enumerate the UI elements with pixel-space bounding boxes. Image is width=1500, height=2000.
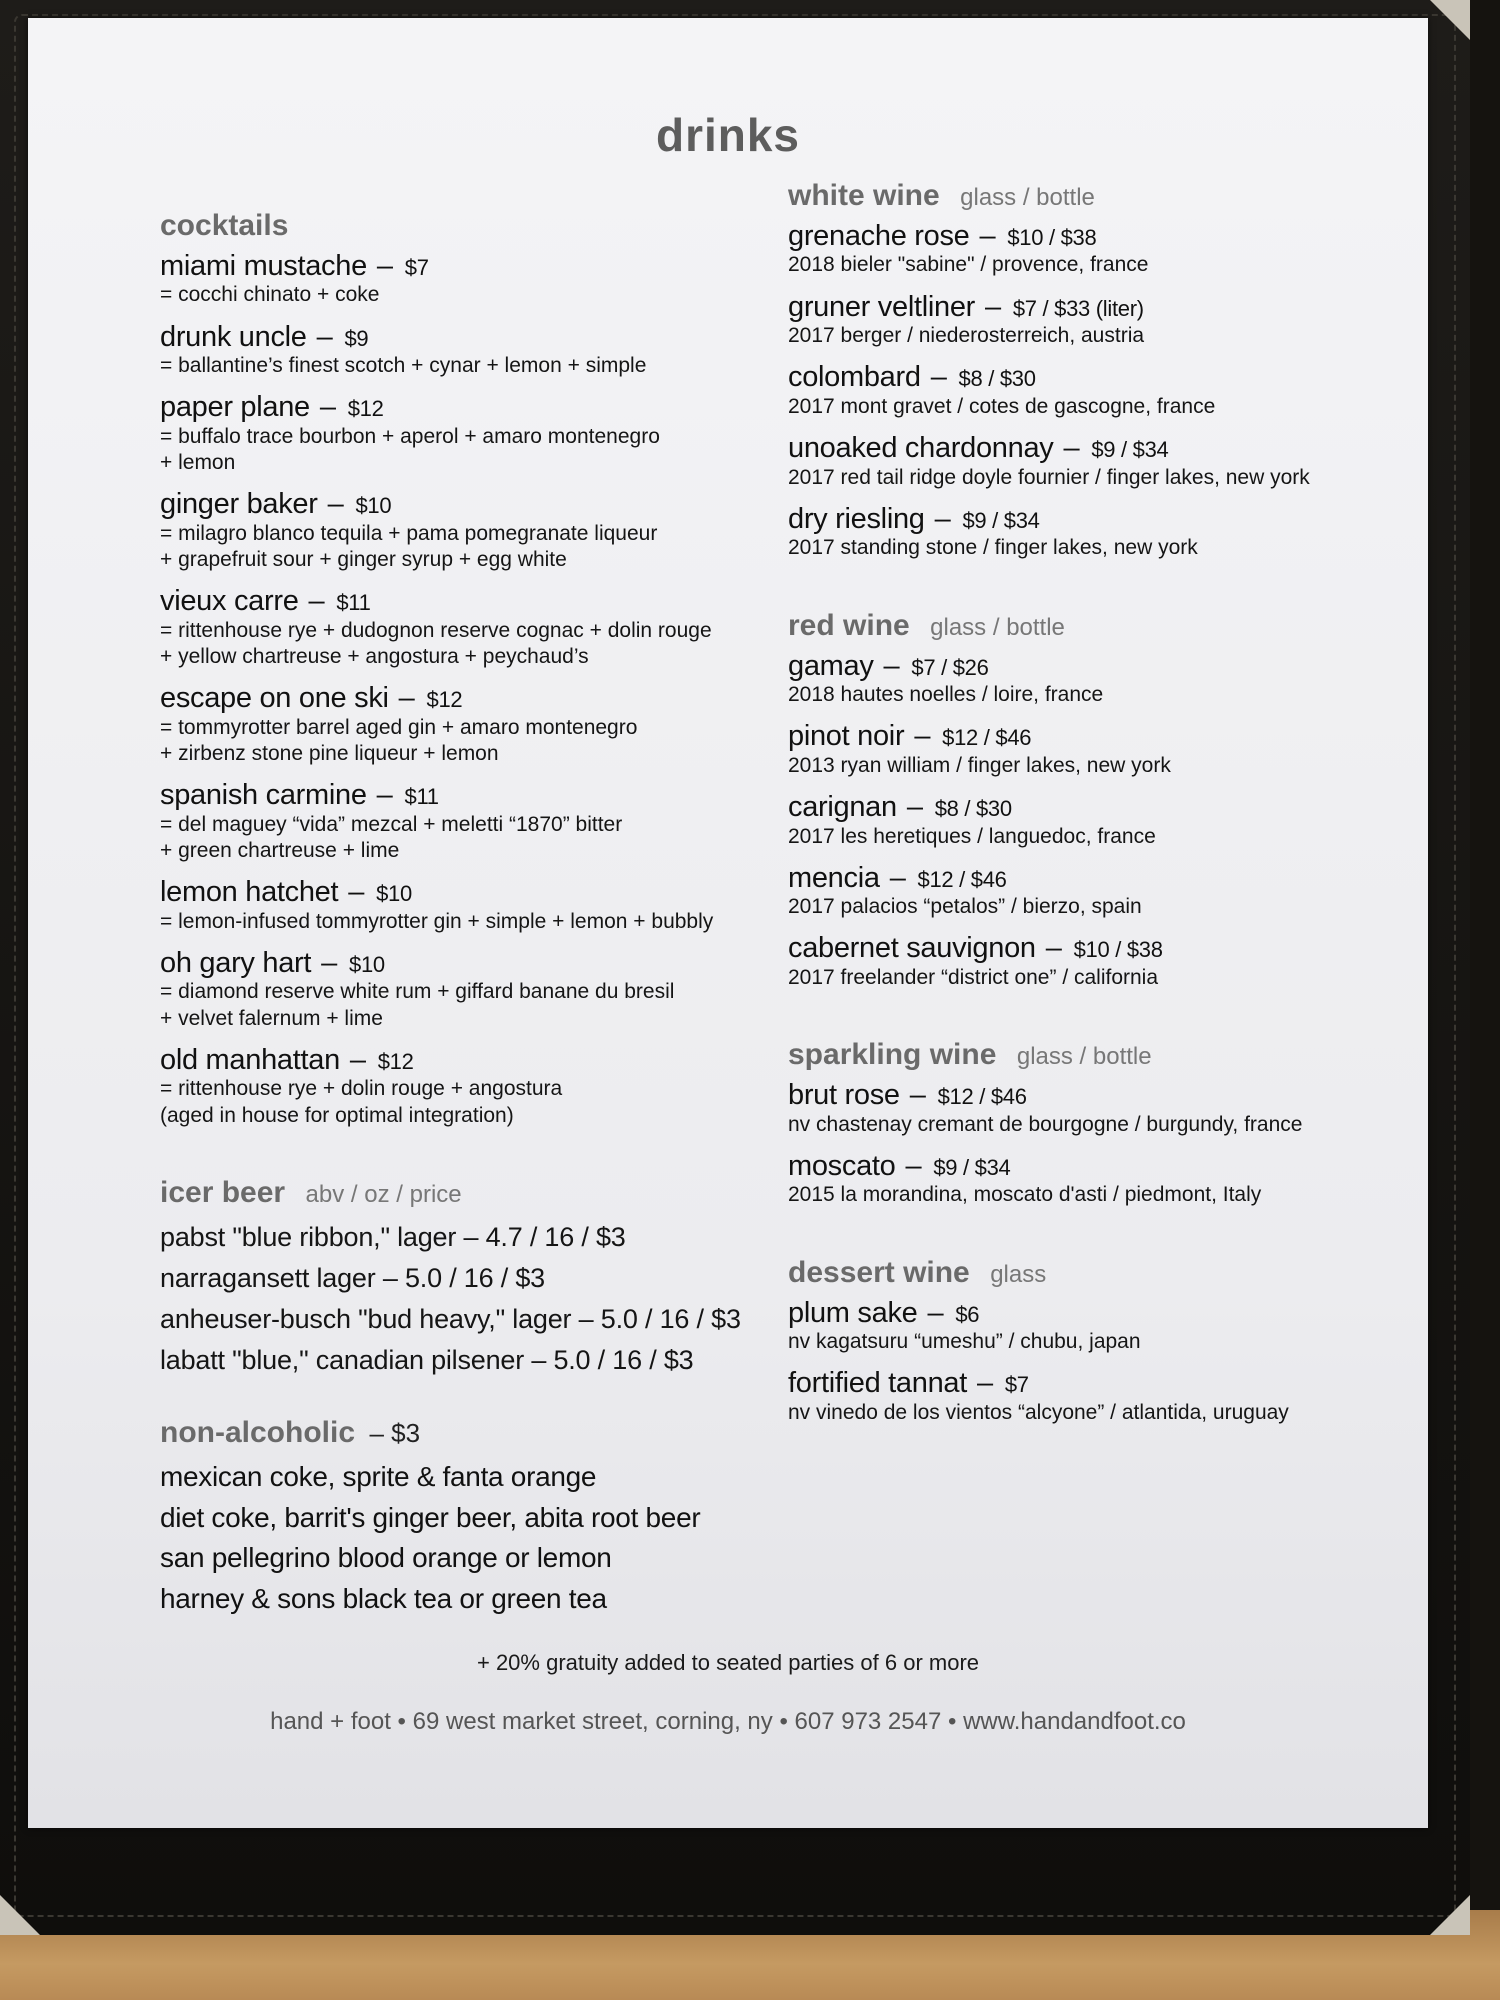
item-description: 2017 palacios “petalos” / bierzo, spain <box>788 895 1142 919</box>
item-name: lemon hatchet <box>160 876 339 909</box>
item-price: $12 / $46 <box>937 1084 1027 1110</box>
item-price: $11 <box>336 590 371 616</box>
item-name: brut rose <box>788 1079 900 1112</box>
item-name: fortified tannat <box>788 1367 967 1400</box>
menu-item-line <box>788 432 1388 464</box>
red-wine-list <box>788 650 1388 992</box>
item-description: = rittenhouse rye + dudognon reserve cognac + dolin rouge <box>160 618 712 642</box>
item-price: $7 / $33 (liter) <box>1012 295 1144 321</box>
item-description: 2017 mont gravet / cotes de gascogne, france <box>788 394 1216 418</box>
item-description: 2018 hautes noelles / loire, france <box>788 683 1104 707</box>
item-price: $8 / $30 <box>958 366 1036 392</box>
item-name: grenache rose <box>788 220 970 252</box>
menu-item-line <box>788 720 1388 752</box>
menu-item-line <box>788 1150 1388 1182</box>
section-title: white wine <box>788 179 940 212</box>
item-name: moscato <box>788 1149 896 1182</box>
menu-item-line <box>160 585 800 617</box>
menu-item-line <box>788 503 1388 535</box>
item-price: $12 / $46 <box>942 725 1032 751</box>
item-name: escape on one ski <box>160 682 389 715</box>
beer-item: narragansett lager – 5.0 / 16 / $3 <box>160 1262 545 1293</box>
item-description: 2017 berger / niederosterreich, austria <box>788 324 1145 348</box>
section-note: abv / oz / price <box>305 1180 462 1208</box>
menu-item-line <box>160 1044 800 1076</box>
menu-item-line <box>788 1079 1388 1111</box>
item-name: oh gary hart <box>160 947 312 979</box>
item-description: + lemon <box>160 451 236 475</box>
item-price: $10 <box>355 493 392 519</box>
item-separator: – <box>316 320 333 353</box>
item-separator: – <box>1045 932 1062 965</box>
item-description: = diamond reserve white rum + giffard banane du bresil <box>160 980 675 1004</box>
menu-item <box>788 1150 1388 1209</box>
non-alcoholic-item: harney & sons black tea or green tea <box>160 1582 607 1614</box>
item-name: dry riesling <box>788 502 925 535</box>
left-column <box>160 208 800 1619</box>
item-separator: – <box>319 391 336 424</box>
beer-item: labatt "blue," canadian pilsener – 5.0 / 16 / $3 <box>160 1345 694 1376</box>
menu-item <box>788 1297 1388 1356</box>
item-name: gamay <box>788 649 874 682</box>
menu-item-line <box>160 250 800 282</box>
item-separator: – <box>930 361 947 394</box>
section-note: glass <box>990 1260 1047 1288</box>
section-price: – $3 <box>369 1418 421 1449</box>
menu-item-line <box>788 291 1388 323</box>
item-description: = cocchi chinato + coke <box>160 283 380 307</box>
item-price: $6 <box>955 1301 980 1327</box>
non-alcoholic-header <box>160 1415 800 1451</box>
sparkling-wine-list <box>788 1079 1388 1208</box>
cocktails-header <box>160 208 800 244</box>
item-separator: – <box>934 502 951 535</box>
item-price: $12 <box>377 1048 414 1074</box>
item-separator: – <box>1063 432 1080 465</box>
item-price: $12 <box>426 687 463 713</box>
menu-item <box>160 947 800 1032</box>
item-separator: – <box>906 791 923 824</box>
non-alcoholic-list <box>160 1457 800 1619</box>
beer-list <box>160 1217 800 1381</box>
item-price: $8 / $30 <box>934 796 1012 822</box>
item-name: unoaked chardonnay <box>788 432 1054 465</box>
menu-item <box>788 291 1388 350</box>
menu-page <box>28 18 1428 1828</box>
non-alcoholic-item: san pellegrino blood orange or lemon <box>160 1542 612 1574</box>
menu-item-line <box>788 1297 1388 1329</box>
menu-item-line <box>160 779 800 811</box>
item-name: old manhattan <box>160 1043 340 1076</box>
menu-item <box>160 250 800 309</box>
item-separator: – <box>327 488 344 521</box>
item-description: 2017 freelander “district one” / california <box>788 965 1159 989</box>
item-name: ginger baker <box>160 488 318 521</box>
menu-item <box>788 361 1388 420</box>
item-description: = buffalo trace bourbon + aperol + amaro montenegro <box>160 424 660 448</box>
item-description: + zirbenz stone pine liqueur + lemon <box>160 742 499 766</box>
menu-item <box>788 791 1388 850</box>
menu-item-line <box>160 682 800 714</box>
item-price: $9 / $34 <box>933 1154 1011 1180</box>
item-price: $12 <box>347 396 384 422</box>
item-description: 2018 bieler "sabine" / provence, france <box>788 253 1149 277</box>
section-title: sparkling wine <box>788 1038 997 1072</box>
menu-item <box>788 1367 1388 1426</box>
menu-item-line <box>788 361 1388 393</box>
item-separator: – <box>889 861 906 894</box>
sparkling-wine-header <box>788 1037 1388 1073</box>
beer-item: pabst "blue ribbon," lager – 4.7 / 16 / $3 <box>160 1221 626 1252</box>
item-separator: – <box>321 947 338 979</box>
item-price: $7 <box>404 255 429 280</box>
item-separator: – <box>914 720 931 753</box>
menu-item <box>160 585 800 670</box>
gratuity-note: + 20% gratuity added to seated parties of 6 or more <box>476 1650 980 1675</box>
section-note: glass / bottle <box>960 184 1095 211</box>
red-wine-header <box>788 608 1388 644</box>
item-name: gruner veltliner <box>788 290 976 323</box>
item-name: plum sake <box>788 1296 918 1329</box>
menu-item <box>160 488 800 573</box>
menu-title: drinks <box>655 109 801 161</box>
item-price: $9 / $34 <box>1091 437 1169 463</box>
item-description: + grapefruit sour + ginger syrup + egg white <box>160 548 567 572</box>
menu-item <box>788 432 1388 491</box>
menu-item <box>788 650 1388 709</box>
menu-item-line <box>788 791 1388 823</box>
item-description: 2015 la morandina, moscato d'asti / piedmont, Italy <box>788 1183 1262 1207</box>
item-name: carignan <box>788 791 897 824</box>
menu-item <box>788 1079 1388 1138</box>
section-title: red wine <box>788 608 910 642</box>
item-separator: – <box>979 220 996 252</box>
menu-item-line <box>160 488 800 520</box>
menu-item-line <box>160 321 800 353</box>
item-name: miami mustache <box>160 250 367 282</box>
item-description: = ballantine’s finest scotch + cynar + lemon + simple <box>160 354 647 378</box>
item-separator: – <box>348 876 365 909</box>
item-price: $10 / $38 <box>1007 225 1097 250</box>
menu-item-line <box>788 862 1388 894</box>
beer-header <box>160 1175 800 1211</box>
non-alcoholic-item: mexican coke, sprite & fanta orange <box>160 1461 597 1493</box>
item-price: $12 / $46 <box>917 866 1007 892</box>
beer-item: anheuser-busch "bud heavy," lager – 5.0 / 16 / $3 <box>160 1304 741 1334</box>
cocktails-list <box>160 250 800 1129</box>
item-price: $7 / $26 <box>911 654 989 680</box>
item-price: $7 <box>1004 1372 1029 1398</box>
item-description: + green chartreuse + lime <box>160 839 400 863</box>
menu-item <box>160 391 800 476</box>
item-price: $9 / $34 <box>962 507 1040 533</box>
item-separator: – <box>927 1296 944 1329</box>
item-description: = rittenhouse rye + dolin rouge + angostura <box>160 1077 563 1101</box>
menu-item <box>160 321 800 380</box>
item-description: = tommyrotter barrel aged gin + amaro montenegro <box>160 715 638 739</box>
item-separator: – <box>376 779 393 812</box>
menu-item-line <box>160 947 800 979</box>
item-name: cabernet sauvignon <box>788 932 1036 965</box>
item-description: + yellow chartreuse + angostura + peychaud’s <box>160 645 589 669</box>
item-separator: – <box>349 1043 366 1076</box>
item-separator: – <box>398 682 415 715</box>
menu-item-line <box>788 932 1388 964</box>
section-title: non-alcoholic <box>160 1416 355 1450</box>
section-note: glass / bottle <box>930 613 1065 641</box>
item-separator: – <box>985 290 1001 323</box>
menu-item-line <box>788 1367 1388 1399</box>
item-description: = milagro blanco tequila + pama pomegranate liqueur <box>160 521 658 545</box>
item-price: $9 <box>344 325 369 351</box>
menu-item-line <box>160 876 800 908</box>
white-wine-list <box>788 220 1388 562</box>
item-price: $10 <box>349 952 385 977</box>
section-note: glass / bottle <box>1016 1043 1152 1071</box>
item-price: $10 / $38 <box>1073 937 1163 963</box>
menu-item-line <box>788 220 1388 252</box>
item-name: drunk uncle <box>160 320 307 353</box>
item-description: = lemon-infused tommyrotter gin + simple + lemon + bubbly <box>160 909 714 933</box>
non-alcoholic-item: diet coke, barrit's ginger beer, abita root beer <box>160 1501 701 1533</box>
menu-item <box>788 720 1388 779</box>
menu-item <box>160 1044 800 1129</box>
item-description: 2017 red tail ridge doyle fournier / finger lakes, new york <box>788 465 1310 489</box>
item-separator: – <box>905 1149 922 1182</box>
item-price: $11 <box>404 784 439 810</box>
menu-item <box>160 779 800 864</box>
dessert-wine-header <box>788 1255 1388 1291</box>
white-wine-header <box>788 178 1388 214</box>
menu-item <box>788 862 1388 921</box>
section-title: dessert wine <box>788 1255 970 1289</box>
item-name: vieux carre <box>160 585 299 618</box>
item-price: $10 <box>376 881 412 907</box>
item-name: mencia <box>788 861 880 894</box>
menu-item <box>160 876 800 935</box>
item-description: + velvet falernum + lime <box>160 1006 383 1030</box>
section-title: cocktails <box>160 209 289 242</box>
item-description: nv vinedo de los vientos “alcyone” / atlantida, uruguay <box>788 1400 1289 1424</box>
item-name: pinot noir <box>788 720 905 753</box>
menu-item <box>160 682 800 767</box>
right-column <box>788 178 1388 1438</box>
item-name: colombard <box>788 361 921 394</box>
menu-item-line <box>160 391 800 423</box>
item-description: nv chastenay cremant de bourgogne / burgundy, france <box>788 1112 1303 1136</box>
dessert-wine-list <box>788 1297 1388 1426</box>
footer-contact: hand + foot • 69 west market street, corning, ny • 607 973 2547 • www.handandfoot.co <box>270 1708 1186 1735</box>
item-description: 2013 ryan william / finger lakes, new york <box>788 753 1171 777</box>
item-separator: – <box>376 250 393 282</box>
item-separator: – <box>977 1367 993 1400</box>
item-name: paper plane <box>160 391 310 424</box>
item-description: 2017 standing stone / finger lakes, new york <box>788 536 1198 560</box>
item-description: (aged in house for optimal integration) <box>160 1103 514 1127</box>
item-description: = del maguey “vida” mezcal + meletti “1870” bitter <box>160 812 623 836</box>
item-separator: – <box>909 1079 926 1112</box>
item-separator: – <box>883 649 900 682</box>
menu-item <box>788 503 1388 562</box>
menu-item <box>788 220 1388 279</box>
menu-item <box>788 932 1388 991</box>
section-title: icer beer <box>160 1175 286 1209</box>
menu-item-line <box>788 650 1388 682</box>
item-name: spanish carmine <box>160 779 367 812</box>
item-description: nv kagatsuru “umeshu” / chubu, japan <box>788 1330 1141 1354</box>
item-description: 2017 les heretiques / languedoc, france <box>788 824 1156 848</box>
item-separator: – <box>308 585 325 618</box>
